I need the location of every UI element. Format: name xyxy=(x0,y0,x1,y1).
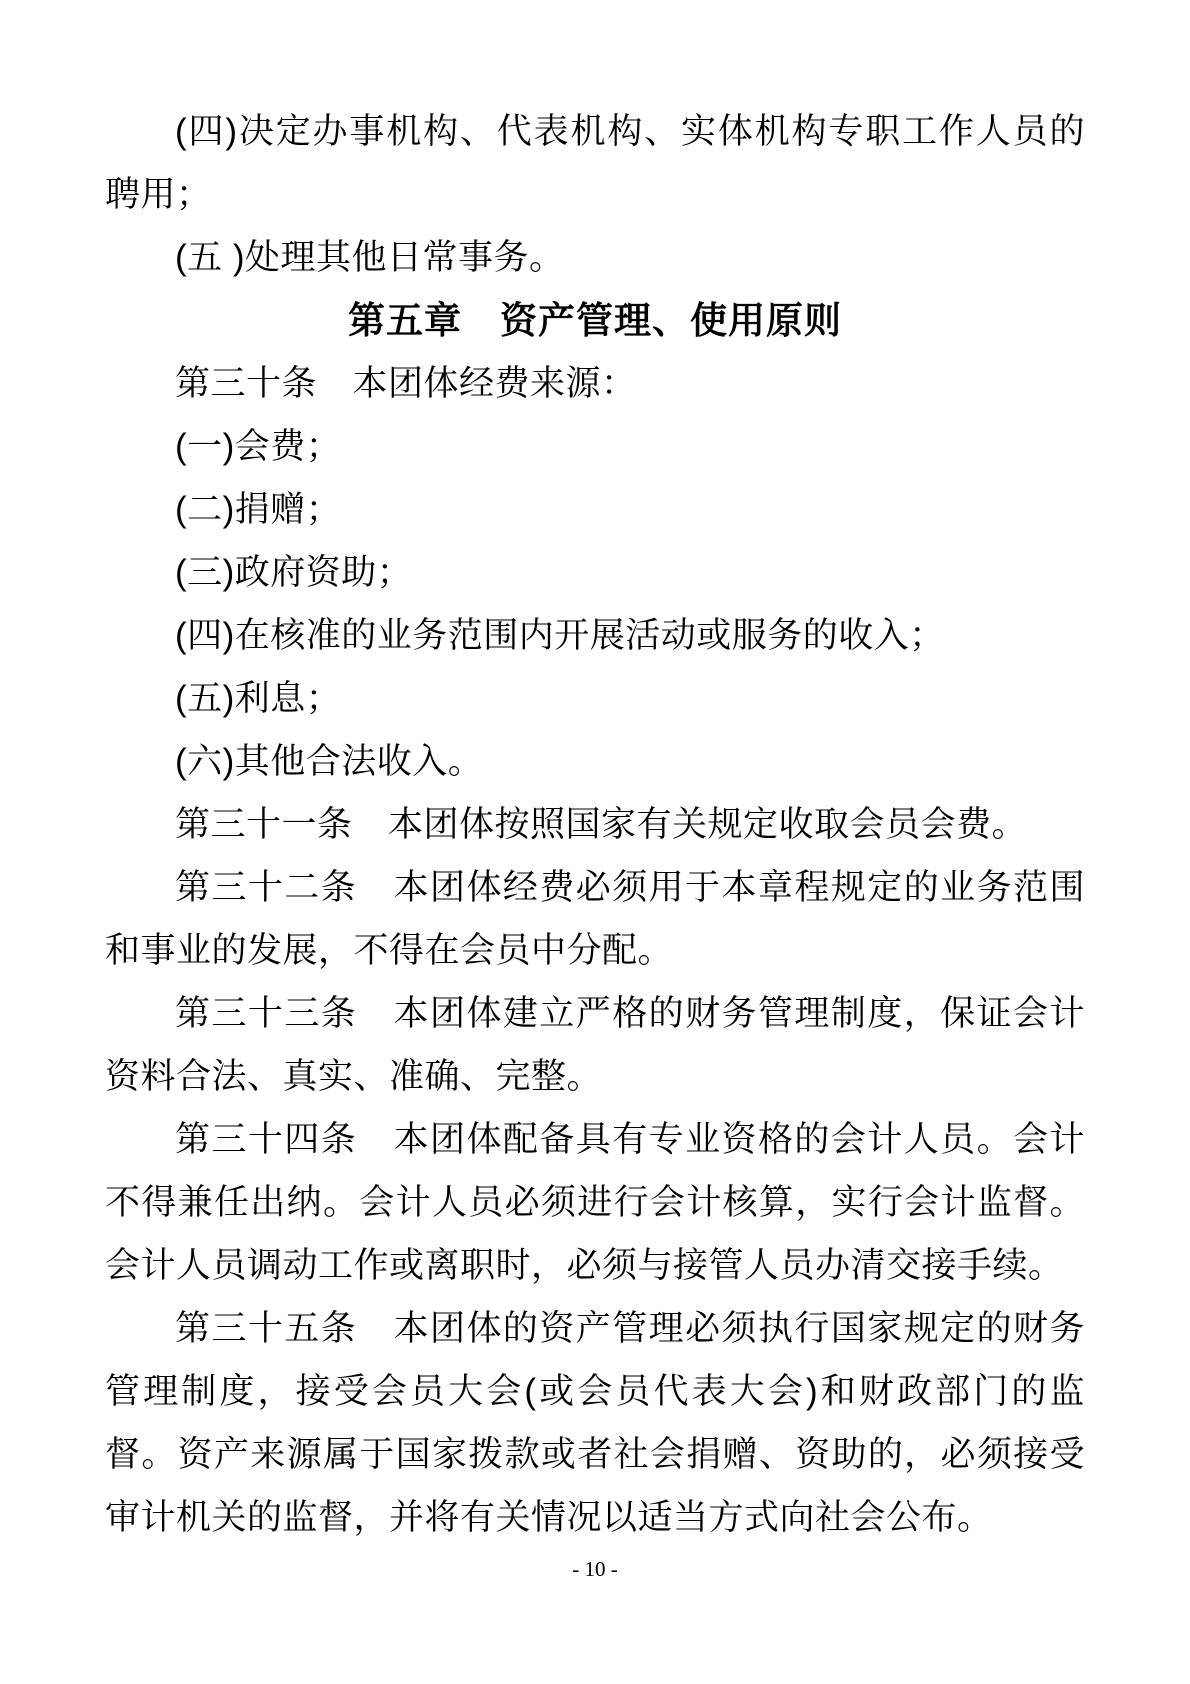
paragraph: 第三十四条 本团体配备具有专业资格的会计人员。会计不得兼任出纳。会计人员必须进行会计核算，实行会计监督。会计人员调动工作或离职时，必须与接管人员办清交接手续。 xyxy=(105,1120,1085,1285)
paragraph: 第三十五条 本团体的资产管理必须执行国家规定的财务管理制度，接受会员大会(或会员代表大会)和财政部门的监督。资产来源属于国家拨款或者社会捐赠、资助的，必须接受审计机关的监督，并将有关情况以适当方式向社会公布。 xyxy=(105,1309,1085,1537)
list-item: (一)会费； xyxy=(175,427,342,466)
paragraph: 第三十三条 本团体建立严格的财务管理制度，保证会计资料合法、真实、准确、完整。 xyxy=(105,994,1085,1096)
list-item: (五)利息； xyxy=(175,679,342,718)
paragraph: (四)决定办事机构、代表机构、实体机构专职工作人员的聘用； xyxy=(105,112,1085,214)
list-item: (六)其他合法收入。 xyxy=(175,742,484,781)
list-item: (三)政府资助； xyxy=(175,553,413,592)
list-item: (二)捐赠； xyxy=(175,490,342,529)
paragraph: 第三十条 本团体经费来源： xyxy=(175,364,637,403)
chapter-heading: 第五章 资产管理、使用原则 xyxy=(348,300,842,341)
paragraph: (五 )处理其他日常事务。 xyxy=(175,238,565,277)
paragraph: 第三十二条 本团体经费必须用于本章程规定的业务范围和事业的发展，不得在会员中分配。 xyxy=(105,868,1085,970)
paragraph: 第三十一条 本团体按照国家有关规定收取会员会费。 xyxy=(175,805,1028,844)
page-number: - 10 - xyxy=(572,1557,618,1581)
list-item: (四)在核准的业务范围内开展活动或服务的收入； xyxy=(175,616,945,655)
document-body xyxy=(105,100,1085,1549)
